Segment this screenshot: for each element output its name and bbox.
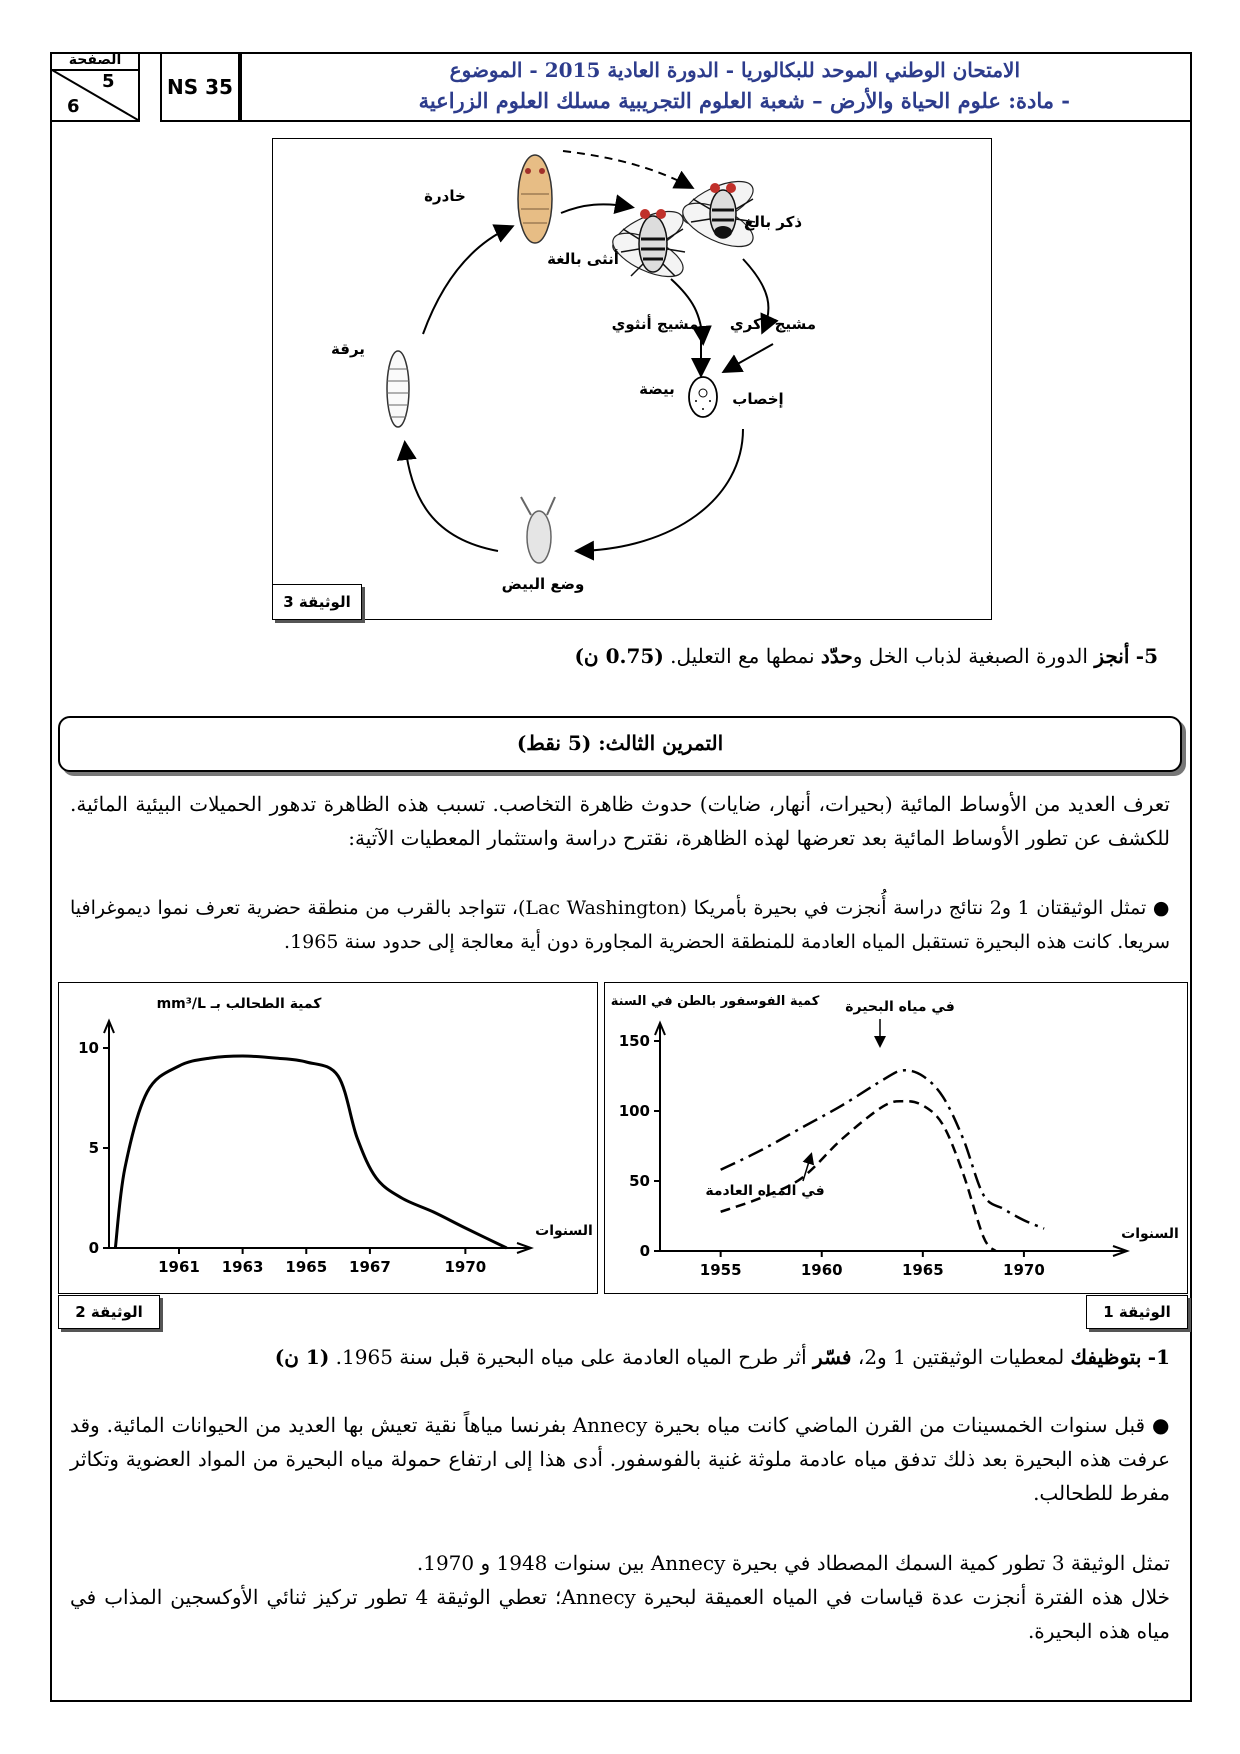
label-egg: بيضة (639, 380, 675, 398)
q1-number: 1- (1147, 1345, 1170, 1369)
header-line1: الامتحان الوطني الموحد للبكالوريا - الدورة العادية 2015 - الموضوع (449, 58, 1020, 82)
y-tick-label: 100 (618, 1102, 650, 1120)
q1-text2: أثر طرح المياه العادمة على مياه البحيرة قبل سنة 1965. (335, 1345, 807, 1369)
doc2-caption: الوثيقة 2 (58, 1295, 160, 1329)
cycle-arrow-larva-to-pupa (423, 227, 511, 334)
doc2-chart (59, 983, 597, 1293)
page-number: 5 (102, 71, 115, 92)
q1-text1: لمعطيات الوثيقتين 1 و2، (857, 1345, 1065, 1369)
egg-icon (689, 377, 717, 417)
life-cycle-diagram (273, 139, 991, 619)
arrow-male-gamete-to-egg (725, 344, 773, 371)
x-tick-label: 1955 (699, 1261, 742, 1279)
q5-points: (0.75 ن) (574, 644, 664, 668)
x-tick-label: 1965 (901, 1261, 944, 1279)
cycle-arrow-laying-to-larva (405, 444, 498, 551)
cycle-arrow-pupa-to-male (563, 151, 691, 187)
label-pupa: خادرة (424, 187, 466, 205)
doc1-legend-wastewater: في المياه العادمة (705, 1183, 825, 1199)
y-tick-label: 0 (639, 1242, 650, 1260)
page-label: الصفحة (68, 52, 122, 68)
exercise3-title: التمرين الثالث: (5 نقط) (58, 716, 1182, 772)
q5-verb1: أنجز (1094, 644, 1130, 668)
doc1-ylabel: كمية الفوسفور بالطن في السنة (610, 994, 820, 1009)
doc1-series-wastewater (721, 1101, 996, 1251)
q5-text1: الدورة الصبغية لذباب الخل و (852, 644, 1088, 668)
doc1-series-lake (721, 1070, 1044, 1228)
q1-verb2: فسّر (813, 1345, 852, 1369)
doc1-caption: الوثيقة 1 (1086, 1295, 1188, 1329)
y-tick-label: 150 (618, 1032, 650, 1050)
y-tick-label: 0 (88, 1239, 99, 1257)
x-tick-label: 1970 (444, 1258, 487, 1276)
exercise3-intro: تعرف العديد من الأوساط المائية (بحيرات، أنهار، ضايات) حدوث ظاهرة التخاصب. تسبب هذه الظاهرة تدهور الحميلات البيئية المائية. للكشف عن تطور الأوساط المائية بعد تعرضها لهذه الظاهرة، نقترح دراسة واستثمار المعطيات الآتية: (70, 792, 1170, 850)
y-tick-label: 10 (78, 1039, 99, 1057)
exercise3-question-1 (275, 1345, 1170, 1369)
x-tick-label: 1967 (349, 1258, 391, 1276)
label-fertilization: إخصاب (732, 390, 784, 408)
header-line2: - مادة: علوم الحياة والأرض – شعبة العلوم التجريبية مسلك العلوم الزراعية (418, 88, 1070, 113)
doc3-figure (272, 138, 992, 620)
doc3-caption: الوثيقة 3 (272, 584, 362, 620)
q5-verb2: حدّد (820, 644, 853, 668)
q5-number: 5- (1135, 644, 1158, 668)
doc2-xlabel: السنوات (535, 1223, 593, 1239)
q5-text2: نمطها مع التعليل. (670, 644, 815, 668)
y-tick-label: 50 (629, 1172, 650, 1190)
doc1-chart-box (604, 982, 1188, 1321)
q1-verb1: بتوظيفك (1070, 1345, 1142, 1369)
exam-code: NS 35 (160, 52, 240, 122)
x-tick-label: 1960 (800, 1261, 843, 1279)
doc1-chart (605, 983, 1187, 1293)
exercise3-bullet2: ● قبل سنوات الخمسينات من القرن الماضي كانت مياه بحيرة Annecy بفرنسا مياهاً نقية تعيش بها العديد من الحيوانات المائية. وقد عرفت هذه البحيرة بعد ذلك تدفق مياه عادمة ملوثة غنية بالفوسفور. أدى هذا إلى ارتفاع حمولة مياه البحيرة من المواد العضوية وتكاثر مفرط للطحالب. (70, 1413, 1170, 1505)
label-male-gamete: مشيج ذكري (729, 315, 817, 333)
page-number-box (50, 52, 140, 122)
exercise3-doc3-line: تمثل الوثيقة 3 تطور كمية السمك المصطاد في بحيرة Annecy بين سنوات 1948 و 1970. (416, 1551, 1170, 1575)
question-5 (574, 644, 1158, 668)
doc2-series-algae (115, 1056, 506, 1248)
x-tick-label: 1965 (285, 1258, 328, 1276)
doc1-legend-lake: في مياه البحيرة (845, 999, 955, 1015)
label-egg-laying: وضع البيض (501, 575, 585, 593)
larva-icon (387, 351, 409, 427)
exercise3-bullet1: ● تمثل الوثيقتان 1 و2 نتائج دراسة أُنجزت في بحيرة بأمريكا (Lac Washington)، تتواجد بالقرب من منطقة حضرية تعرف نموا ديموغرافيا سريعا. كانت هذه البحيرة تستقبل المياه العادمة للمنطقة الحضرية المجاورة دون أية معالجة إلى حدود سنة 1965. (70, 897, 1171, 953)
y-tick-label: 5 (88, 1139, 99, 1157)
x-tick-label: 1961 (158, 1258, 200, 1276)
doc2-chart-box (58, 982, 598, 1321)
x-tick-label: 1963 (221, 1258, 264, 1276)
q1-points: (1 ن) (274, 1345, 330, 1369)
doc1-xlabel: السنوات (1121, 1226, 1179, 1242)
laid-egg-icon (521, 497, 555, 563)
label-female-gamete: مشيج أنثوي (611, 315, 699, 333)
label-larva: يرقة (331, 340, 365, 358)
adult-female-fly-icon (607, 203, 689, 286)
x-tick-label: 1970 (1003, 1261, 1045, 1279)
pupa-icon (518, 155, 552, 243)
label-adult-female: أنثى بالغة (547, 250, 619, 268)
page-total: 6 (67, 96, 80, 117)
header-title-box (240, 52, 1192, 122)
cycle-arrow-pupa-to-female (561, 204, 631, 213)
label-adult-male: ذكر بالغ (743, 213, 803, 231)
cycle-arrow-egg-to-laying (578, 429, 743, 551)
doc2-ylabel: كمية الطحالب بـ mm³/L (156, 996, 322, 1012)
exercise3-doc4-line: خلال هذه الفترة أنجزت عدة قياسات في المياه العميقة لبحيرة Annecy؛ تعطي الوثيقة 4 تطور تركيز ثنائي الأوكسجين المذاب في مياه هذه البحيرة. (70, 1585, 1170, 1643)
